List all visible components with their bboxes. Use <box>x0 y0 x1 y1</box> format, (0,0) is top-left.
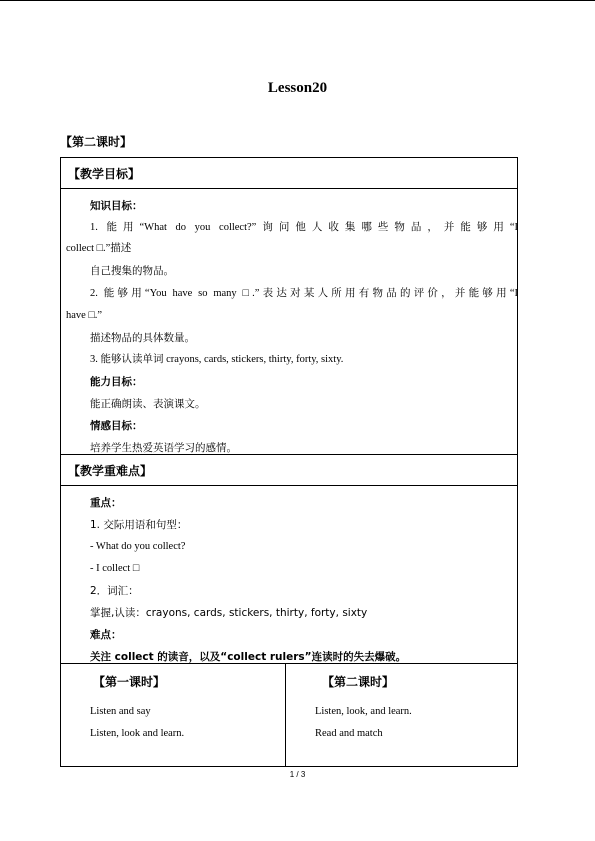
page-title: Lesson20 <box>267 80 328 96</box>
page-number: 1 / 3 <box>289 770 306 779</box>
period-2-item: Listen, look, and learn. <box>315 706 412 717</box>
ability-title: 能力目标： <box>90 376 143 388</box>
page-top-rule <box>0 0 595 1</box>
objectives-header: 【教学目标】 <box>68 167 141 181</box>
period-2-header: 【第二课时】 <box>322 675 395 689</box>
emotion-text: 培养学生热爱英语学习的感情。 <box>90 442 237 454</box>
objective-item-3: 3. 能够认读单词 crayons, cards, stickers, thirty, forty, sixty. <box>90 354 344 365</box>
keypoints-body-cell <box>60 485 518 664</box>
difficult-text: 关注 collect 的读音，以及“collect rulers”连读时的失去爆破。 <box>90 651 407 663</box>
objective-item-2c: 描述物品的具体数量。 <box>90 332 195 344</box>
knowledge-title: 知识目标： <box>90 200 143 212</box>
key-item-2-text: 掌握,认读：crayons, cards, stickers, thirty, forty, sixty <box>90 607 368 619</box>
keypoints-header-cell <box>60 454 518 486</box>
period-2-item: Read and match <box>315 728 383 739</box>
objective-item-2a: 2. 能够用“You have so many □.”表达对某人所用有物品的评价，并能够用“I <box>90 288 518 299</box>
periods-column-divider <box>285 663 286 767</box>
ability-text: 能正确朗读、表演课文。 <box>90 398 206 410</box>
objective-item-1b: collect □.”描述 <box>66 243 132 254</box>
key-title: 重点： <box>90 497 122 509</box>
objective-item-1c: 自己搜集的物品。 <box>90 265 174 277</box>
period-1-item: Listen and say <box>90 706 151 717</box>
difficult-title: 难点： <box>90 629 122 641</box>
objectives-body-cell <box>60 188 518 455</box>
keypoints-header: 【教学重难点】 <box>68 464 153 478</box>
objective-item-2b: have □.” <box>66 310 103 321</box>
period-1-item: Listen, look and learn. <box>90 728 185 739</box>
periods-table <box>60 663 518 767</box>
emotion-title: 情感目标： <box>90 420 143 432</box>
objective-item-1a: 1. 能用“What do you collect?”询问他人收集哪些物品，并能够用“I <box>90 222 518 233</box>
key-item-1: 1. 交际用语和句型： <box>90 519 188 531</box>
key-item-1a: - What do you collect? <box>90 541 186 552</box>
key-item-2: 2．词汇： <box>90 585 139 597</box>
session-label: 【第二课时】 <box>60 135 133 149</box>
key-item-1b: - I collect □ <box>90 563 140 574</box>
period-1-header: 【第一课时】 <box>93 675 166 689</box>
objectives-header-cell <box>60 157 518 189</box>
